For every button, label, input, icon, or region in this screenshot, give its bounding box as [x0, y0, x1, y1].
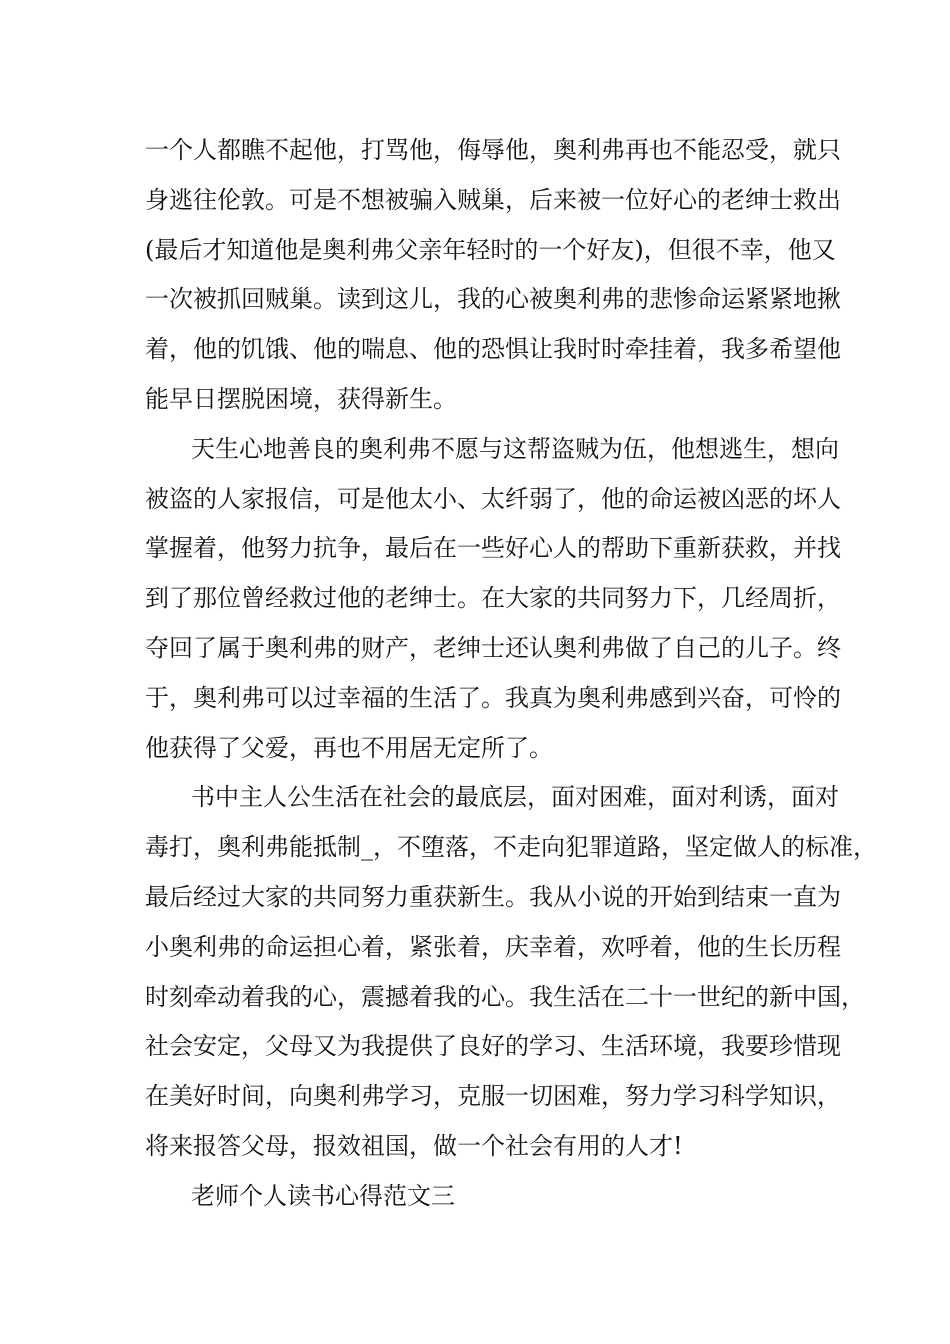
section-heading	[145, 1172, 825, 1222]
text-line: 一次被抓回贼巢。读到这儿，我的心被奥利弗的悲惨命运紧紧地揪	[145, 285, 841, 314]
text-line: 着，他的饥饿、他的喘息、他的恐惧让我时时牵挂着，我多希望他	[145, 335, 841, 364]
text-line: 书中主人公生活在社会的最底层，面对困难，面对利诱，面对	[191, 783, 839, 812]
text-line: 小奥利弗的命运担心着，紧张着，庆幸着，欢呼着，他的生长历程	[145, 932, 841, 961]
text-line: 时刻牵动着我的心，震撼着我的心。我生活在二十一世纪的新中国，	[145, 982, 865, 1011]
text-line: 毒打，奥利弗能抵制_，不堕落，不走向犯罪道路，坚定做人的标准，	[145, 833, 877, 862]
text-line: (最后才知道他是奥利弗父亲年轻时的一个好友)，但很不幸，他又	[145, 235, 836, 264]
text-line: 在美好时间，向奥利弗学习，克服一切困难，努力学习科学知识，	[145, 1082, 841, 1111]
text-line: 于，奥利弗可以过幸福的生活了。我真为奥利弗感到兴奋，可怜的	[145, 683, 841, 712]
paragraph-2	[145, 425, 841, 774]
text-line: 他获得了父爱，再也不用居无定所了。	[145, 733, 553, 762]
heading-line: 老师个人读书心得范文三	[191, 1181, 455, 1210]
text-line: 社会安定，父母又为我提供了良好的学习、生活环境，我要珍惜现	[145, 1032, 841, 1061]
text-line: 身逃往伦敦。可是不想被骗入贼巢，后来被一位好心的老绅士救出	[145, 185, 841, 214]
text-line: 将来报答父母，报效祖国，做一个社会有用的人才!	[145, 1131, 683, 1160]
text-line: 掌握着，他努力抗争，最后在一些好心人的帮助下重新获救，并找	[145, 534, 841, 563]
text-line: 到了那位曾经救过他的老绅士。在大家的共同努力下，几经周折，	[145, 584, 841, 613]
text-line: 能早日摆脱困境，获得新生。	[145, 384, 457, 413]
document-body	[145, 126, 877, 1222]
paragraph-3	[145, 773, 877, 1171]
text-line: 被盗的人家报信，可是他太小、太纤弱了，他的命运被凶恶的坏人	[145, 484, 841, 513]
text-line: 夺回了属于奥利弗的财产，老绅士还认奥利弗做了自己的儿子。终	[145, 633, 841, 662]
text-line: 最后经过大家的共同努力重获新生。我从小说的开始到结束一直为	[145, 882, 841, 911]
text-line: 一个人都瞧不起他，打骂他，侮辱他，奥利弗再也不能忍受，就只	[145, 136, 841, 164]
text-line: 天生心地善良的奥利弗不愿与这帮盗贼为伍，他想逃生，想向	[191, 434, 839, 463]
paragraph-1	[145, 126, 841, 425]
